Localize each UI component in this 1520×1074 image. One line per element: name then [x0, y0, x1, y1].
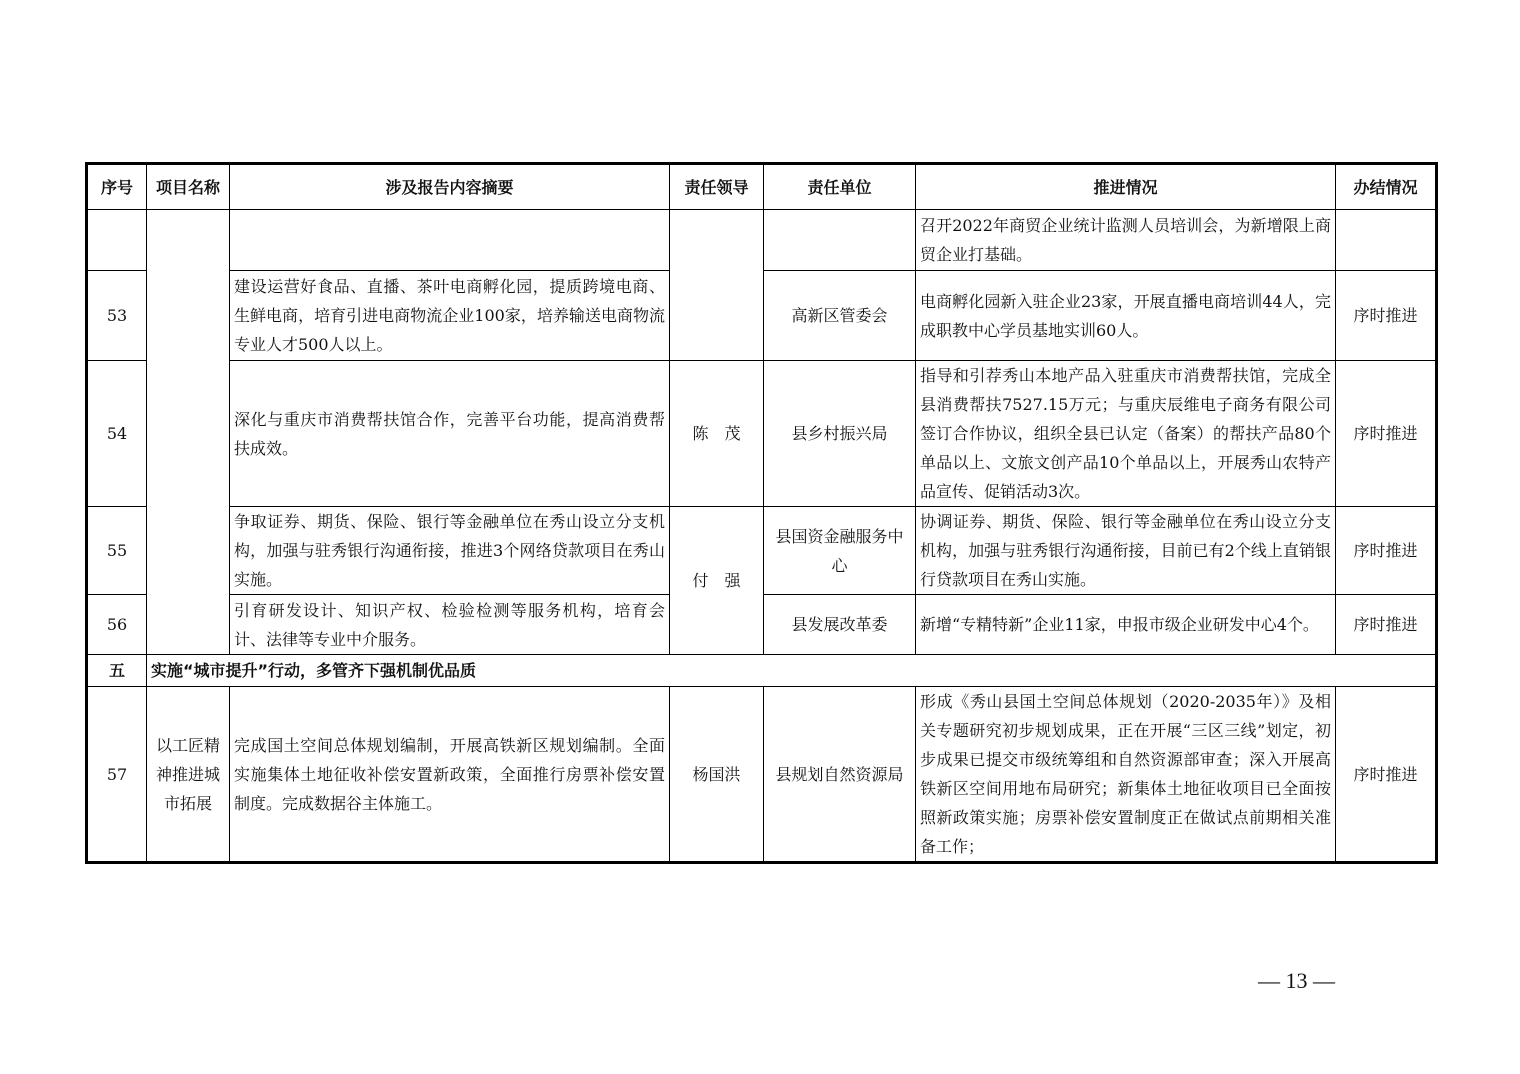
cell-progress: 指导和引荐秀山本地产品入驻重庆市消费帮扶馆，完成全县消费帮扶7527.15万元；与重庆辰维电子商务有限公司签订合作协议，组织全县已认定（备案）的帮扶产品80个单品以上、文旅文创产品10个单品以上，开展秀山农特产品宣传、促销活动3次。: [916, 361, 1336, 507]
table-row: [87, 687, 1437, 863]
table-row-continued: [87, 210, 1437, 271]
cell-summary: 建设运营好食品、直播、茶叶电商孵化园，提质跨境电商、生鲜电商，培育引进电商物流企业100家，培养输送电商物流专业人才500人以上。: [230, 271, 670, 361]
cell-summary: 争取证券、期货、保险、银行等金融单位在秀山设立分支机构，加强与驻秀银行沟通衔接，推进3个网络贷款项目在秀山实施。: [230, 507, 670, 595]
table-row: [87, 507, 1437, 595]
header-progress: 推进情况: [916, 164, 1336, 210]
cell-unit: [764, 210, 916, 271]
cell-no: 55: [87, 507, 147, 595]
page-number: — 13 —: [1258, 968, 1335, 993]
cell-progress: 协调证券、期货、保险、银行等金融单位在秀山设立分支机构，加强与驻秀银行沟通衔接，目前已有2个线上直销银行贷款项目在秀山实施。: [916, 507, 1336, 595]
header-project: 项目名称: [147, 164, 230, 210]
cell-summary: 引育研发设计、知识产权、检验检测等服务机构，培育会计、法律等专业中介服务。: [230, 595, 670, 655]
header-unit: 责任单位: [764, 164, 916, 210]
cell-unit: 县国资金融服务中心: [764, 507, 916, 595]
cell-status: 序时推进: [1336, 361, 1437, 507]
cell-leader-merged: [670, 210, 764, 361]
cell-no: 57: [87, 687, 147, 863]
cell-unit: 县规划自然资源局: [764, 687, 916, 863]
section-title: 实施“城市提升”行动，多管齐下强机制优品质: [147, 655, 1437, 687]
table-row: [87, 361, 1437, 507]
cell-leader: 杨国洪: [670, 687, 764, 863]
cell-no: 56: [87, 595, 147, 655]
cell-summary: 完成国土空间总体规划编制，开展高铁新区规划编制。全面实施集体土地征收补偿安置新政策，全面推行房票补偿安置制度。完成数据谷主体施工。: [230, 687, 670, 863]
section-no: 五: [87, 655, 147, 687]
cell-leader: 陈 茂: [670, 361, 764, 507]
header-leader: 责任领导: [670, 164, 764, 210]
header-row: [87, 164, 1437, 210]
cell-progress: 形成《秀山县国土空间总体规划（2020-2035年）》及相关专题研究初步规划成果，正在开展“三区三线”划定，初步成果已提交市级统筹组和自然资源部审查；深入开展高铁新区空间用地布局研究；新集体土地征收项目已全面按照新政策实施；房票补偿安置制度正在做试点前期相关准备工作；: [916, 687, 1336, 863]
section-row: [87, 655, 1437, 687]
header-no: 序号: [87, 164, 147, 210]
cell-progress: 新增“专精特新”企业11家，申报市级企业研发中心4个。: [916, 595, 1336, 655]
cell-progress: 电商孵化园新入驻企业23家，开展直播电商培训44人，完成职教中心学员基地实训60人。: [916, 271, 1336, 361]
cell-unit: 县乡村振兴局: [764, 361, 916, 507]
cell-status: 序时推进: [1336, 595, 1437, 655]
cell-status: 序时推进: [1336, 687, 1437, 863]
cell-status: 序时推进: [1336, 271, 1437, 361]
cell-status: [1336, 210, 1437, 271]
task-table: [85, 162, 1438, 864]
cell-unit: 高新区管委会: [764, 271, 916, 361]
header-status: 办结情况: [1336, 164, 1437, 210]
cell-progress: 召开2022年商贸企业统计监测人员培训会，为新增限上商贸企业打基础。: [916, 210, 1336, 271]
cell-status: 序时推进: [1336, 507, 1437, 595]
cell-project-merged: [147, 210, 230, 655]
cell-leader: 付 强: [670, 507, 764, 655]
cell-project: 以工匠精神推进城市拓展: [147, 687, 230, 863]
header-summary: 涉及报告内容摘要: [230, 164, 670, 210]
cell-no: [87, 210, 147, 271]
cell-no: 54: [87, 361, 147, 507]
cell-summary: [230, 210, 670, 271]
cell-unit: 县发展改革委: [764, 595, 916, 655]
cell-summary: 深化与重庆市消费帮扶馆合作，完善平台功能，提高消费帮扶成效。: [230, 361, 670, 507]
cell-no: 53: [87, 271, 147, 361]
